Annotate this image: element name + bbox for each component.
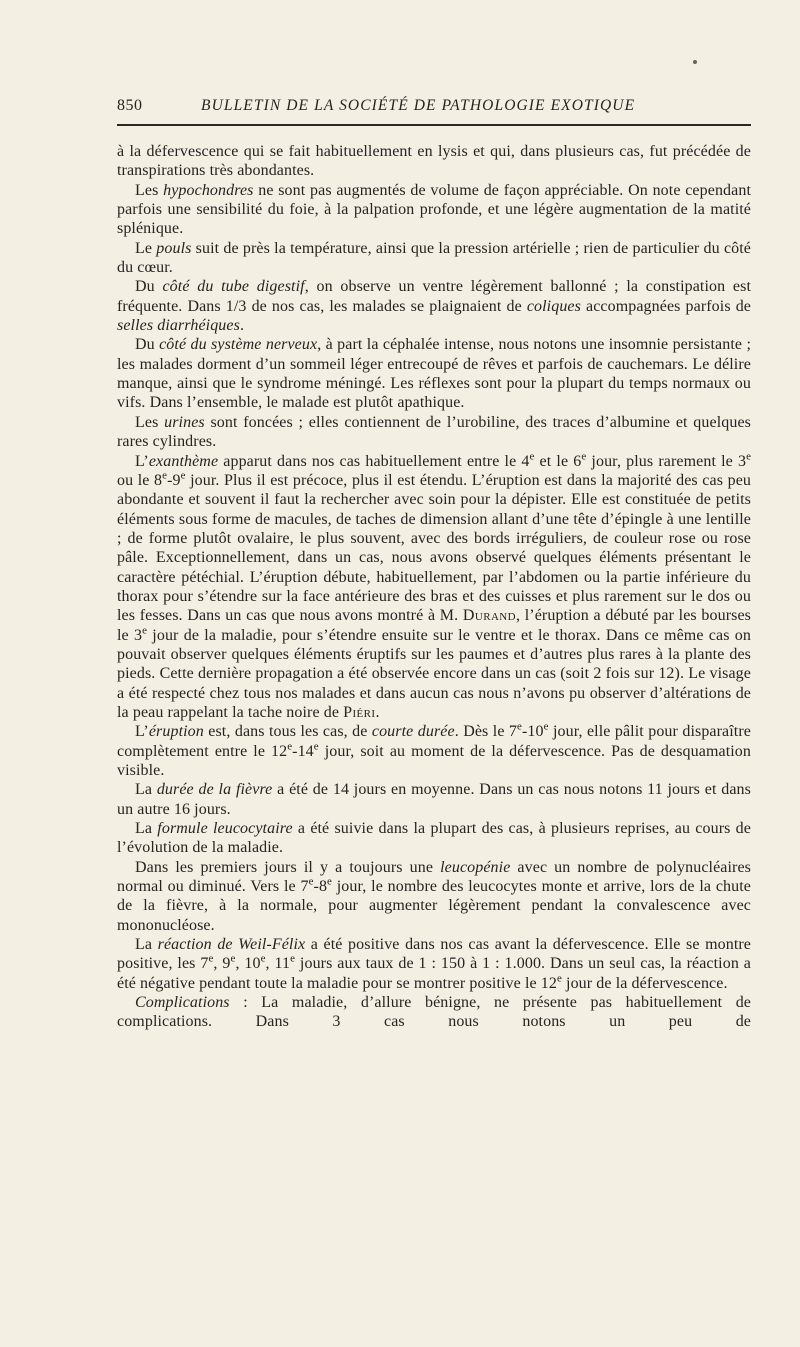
text-run: La xyxy=(135,820,158,838)
text-run: Les xyxy=(135,413,165,431)
text-run: L’ xyxy=(135,452,149,470)
italic-text: coliques xyxy=(526,297,581,315)
text-run: à la défervescence qui se fait habituellement en lysis et qui, dans plusieurs cas, fut précédée de transpirations très abondantes. xyxy=(117,143,751,180)
paragraph xyxy=(117,993,751,1032)
text-run: , 10 xyxy=(235,955,261,973)
header-rule xyxy=(117,124,751,126)
text-run: : La maladie, d’allure bénigne, ne présente pas habituellement de complications. Dans 3 cas nous notons un peu de xyxy=(117,994,751,1031)
text-run: Du xyxy=(135,336,160,354)
superscript: e xyxy=(308,875,314,888)
italic-text: exanthème xyxy=(148,452,219,470)
superscript: e xyxy=(208,953,214,966)
superscript: e xyxy=(557,972,562,985)
text-run: jour, le nombre des leucocytes monte et arrive, lors de la chute de la fièvre, à la normale, pour augmenter légèrement pendant la convalescence avec mononucléose. xyxy=(117,878,751,934)
running-head: BULLETIN DE LA SOCIÉTÉ DE PATHOLOGIE EXOTIQUE xyxy=(201,97,636,114)
text-run: -8 xyxy=(313,878,328,896)
paragraph xyxy=(117,142,751,181)
italic-text: hypochondres xyxy=(163,181,254,199)
superscript: e xyxy=(162,469,168,482)
paragraph xyxy=(117,935,751,993)
paragraph xyxy=(117,780,751,819)
italic-text: urines xyxy=(164,413,205,431)
italic-text: selles diarrhéiques xyxy=(117,317,240,335)
italic-text: réaction de Weil-Félix xyxy=(157,936,306,954)
italic-text: côté du système nerveux xyxy=(159,336,318,354)
paragraph xyxy=(117,858,751,935)
superscript: e xyxy=(529,450,535,463)
superscript: e xyxy=(180,469,186,482)
text-run: ne sont pas augmentés de volume de façon appréciable. On note cependant parfois une sensibilité du foie, à la palpation profonde, et une légère augmentation de la matité splénique. xyxy=(117,181,751,238)
print-speck xyxy=(693,60,697,64)
text-run: jour de la maladie, pour s’étendre ensuite sur le ventre et le thorax. Dans ce même cas on pouvait observer quelques éléments éruptifs sur les paumes et d’autres plus rares à la plante des pieds. Cette dernière propagation a été observée encore dans un cas (soit 2 fois sur 12). Le visage a été respecté chez tous nos malades et dans aucun cas nous n’avons pu observer d’altérations de la peau rappelant la tache noire de xyxy=(117,626,751,721)
text-run: jour. Plus il est précoce, plus il est étendu. L’éruption est dans la majorité des cas peu abondante et souvent il faut la rechercher avec soin pour la dépister. Elle est constituée de petits éléments sous forme de macules, de taches de dimension allant d’une tête d’épingle à une lentille ; de forme plutôt ovalaire, le plus souvent, avec des bords irréguliers, de couleur rose ou rose pâle. Exceptionnellement, dans un cas, nous avons observé quelques éléments présentant le caractère pétéchial. L’éruption débute, habituellement, par l’abdomen ou la partie inférieure du thorax pour s’étendre sur la face antérieure des bras et des cuisses et plus rarement sur le dos ou les fesses. Dans un cas que nous avons montré à M. xyxy=(117,471,751,625)
page-header xyxy=(117,95,751,119)
text-run: a été positive dans nos cas avant la défervescence. Elle se montre positive, les 7 xyxy=(117,936,751,973)
superscript: e xyxy=(517,720,522,733)
text-run: L’ xyxy=(135,723,149,741)
text-run: -9 xyxy=(167,471,181,489)
text-run: -14 xyxy=(292,742,314,760)
text-run: , à part la céphalée intense, nous notons une insomnie persistante ; les malades dorment d’un sommeil léger entrecoupé de rêves et parfois de cauchemars. Le délire manque, ainsi que le syndrome méningé. Les réflexes sont pour la plupart du temps normaux ou vifs. Dans l’ensemble, le malade est plutôt apathique. xyxy=(117,336,751,412)
page-number: 850 xyxy=(117,97,143,114)
text-run: apparut dans nos cas habituellement entre le 4 xyxy=(218,452,530,470)
text-run: , 9 xyxy=(213,955,231,973)
superscript: e xyxy=(746,450,752,463)
text-run: , l’éruption a débuté par les bourses le 3 xyxy=(117,607,751,644)
superscript: e xyxy=(327,875,332,888)
text-run: accompagnées parfois de xyxy=(580,297,752,315)
text-run: jour, soit au moment de la défervescence. Pas de desquamation visible. xyxy=(117,742,751,779)
text-run: . xyxy=(239,317,245,335)
superscript: e xyxy=(260,953,266,966)
superscript: e xyxy=(581,450,587,463)
text-run: , 11 xyxy=(265,955,291,973)
italic-text: leucopénie xyxy=(440,858,511,876)
superscript: e xyxy=(287,740,293,753)
text-run: sont foncées ; elles contiennent de l’urobiline, des traces d’albumine et quelques rares cylindres. xyxy=(117,413,751,451)
superscript: e xyxy=(230,953,236,966)
paragraph xyxy=(117,413,751,452)
italic-text: durée de la fièvre xyxy=(156,781,273,799)
author-name: Durand xyxy=(462,607,516,625)
text-run: ou le 8 xyxy=(117,471,163,489)
italic-text: courte durée xyxy=(371,723,455,741)
italic-text: pouls xyxy=(156,239,192,257)
article-body xyxy=(117,142,751,1032)
author-name: Piéri xyxy=(343,703,376,721)
text-run: , on observe un ventre légèrement ballonné ; la constipation est fréquente. Dans 1/3 de nos cas, les malades se plaignaient de xyxy=(117,278,751,315)
text-run: Dans les premiers jours il y a toujours une xyxy=(135,858,441,876)
text-run: suit de près la température, ainsi que la pression artérielle ; rien de particulier du côté du cœur. xyxy=(117,239,751,277)
text-run: jour de la défervescence. xyxy=(561,974,728,992)
superscript: e xyxy=(290,953,296,966)
text-run: La xyxy=(135,781,157,799)
text-run: -10 xyxy=(521,723,544,741)
italic-text: éruption xyxy=(148,723,204,741)
text-run: . xyxy=(375,703,380,721)
text-run: jour, plus rarement le 3 xyxy=(586,452,747,470)
text-run: a été suivie dans la plupart des cas, à plusieurs reprises, au cours de l’évolution de la maladie. xyxy=(117,820,751,857)
text-run: est, dans tous les cas, de xyxy=(203,723,372,741)
text-run: La xyxy=(135,936,158,954)
text-run: jour, elle pâlit pour disparaître complètement entre le 12 xyxy=(117,723,751,760)
paragraph xyxy=(117,722,751,780)
paragraph xyxy=(117,277,751,335)
paragraph xyxy=(117,239,751,278)
superscript: e xyxy=(142,624,148,637)
paragraph xyxy=(117,181,751,239)
text-run: Le xyxy=(135,239,157,257)
text-run: jours aux taux de 1 : 150 à 1 : 1.000. Dans un seul cas, la réaction a été négative pendant toute la maladie pour se montrer positive le 12 xyxy=(117,955,751,992)
text-run: Du xyxy=(135,278,163,296)
text-run: . Dès le 7 xyxy=(454,723,518,741)
text-run: avec un nombre de polynucléaires normal ou diminué. Vers le 7 xyxy=(117,858,751,896)
superscript: e xyxy=(543,720,549,733)
italic-text: Complications xyxy=(135,994,230,1012)
italic-text: côté du tube digestif xyxy=(162,278,305,296)
italic-text: formule leucocytaire xyxy=(157,820,293,838)
superscript: e xyxy=(313,740,319,753)
paragraph xyxy=(117,452,751,723)
paragraph xyxy=(117,819,751,858)
paragraph xyxy=(117,335,751,412)
text-run: a été de 14 jours en moyenne. Dans un cas nous notons 11 jours et dans un autre 16 jours. xyxy=(117,781,751,818)
text-run: et le 6 xyxy=(534,452,582,470)
text-run: Les xyxy=(135,181,164,199)
